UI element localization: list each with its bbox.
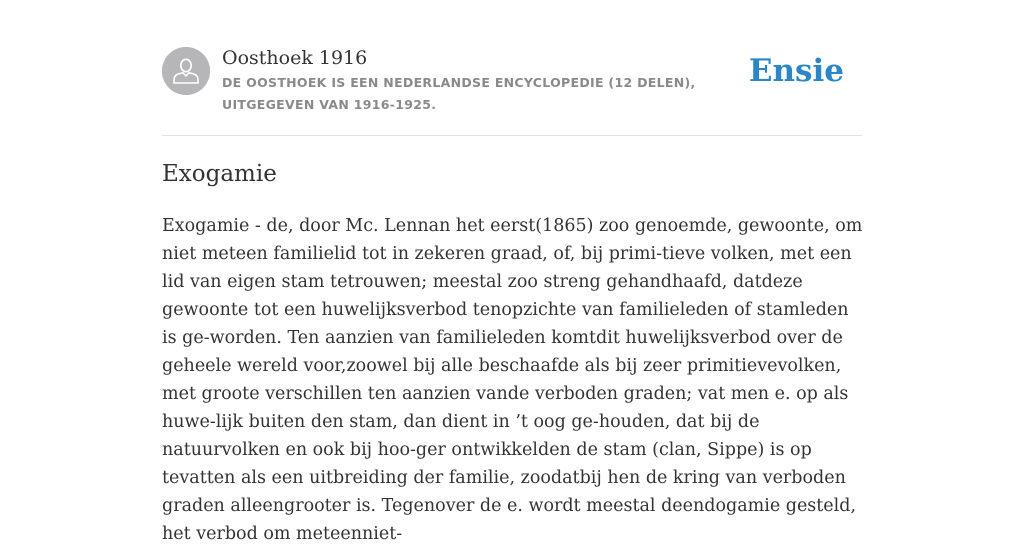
ensie-logo-link[interactable]: Ensie xyxy=(748,53,844,89)
source-description: DE OOSTHOEK IS EEN NEDERLANDSE ENCYCLOPEDIE (12 DELEN), UITGEGEVEN VAN 1916-1925. xyxy=(222,75,696,112)
header-divider xyxy=(162,135,862,136)
source-header xyxy=(162,46,862,136)
article-body: Exogamie - de, door Mc. Lennan het eerst(1865) zoo genoemde, gewoonte, om niet meteen familielid tot in zekeren graad, of, bij primi-tieve volken, met een lid van eigen stam tetrouwen; meestal zoo streng gehandhaafd, datdeze gewoonte tot een huwelijksverbod tenopzichte van familieleden of stamleden is ge-worden. Ten aanzien van familieleden komtdit huwelijksverbod over de geheele wereld voor,zoowel bij alle beschaafde als bij zeer primitievevolken, met groote verschillen ten aanzien vande verboden graden; vat men e. op als huwe-lijk buiten den stam, dan dient in ’t oog ge-houden, dat bij de natuurvolken en ook bij hoo-ger ontwikkelden de stam (clan, Sippe) is op tevatten als een uitbreiding der familie, zoodatbij hen de kring van verboden graden alleengrooter is. Tegenover de e. wordt meestal deendogamie gesteld, het verbod om meteenniet- xyxy=(162,216,863,544)
article-title: Exogamie xyxy=(162,161,277,187)
user-avatar-icon xyxy=(162,47,210,95)
source-title[interactable]: Oosthoek 1916 xyxy=(222,47,368,69)
